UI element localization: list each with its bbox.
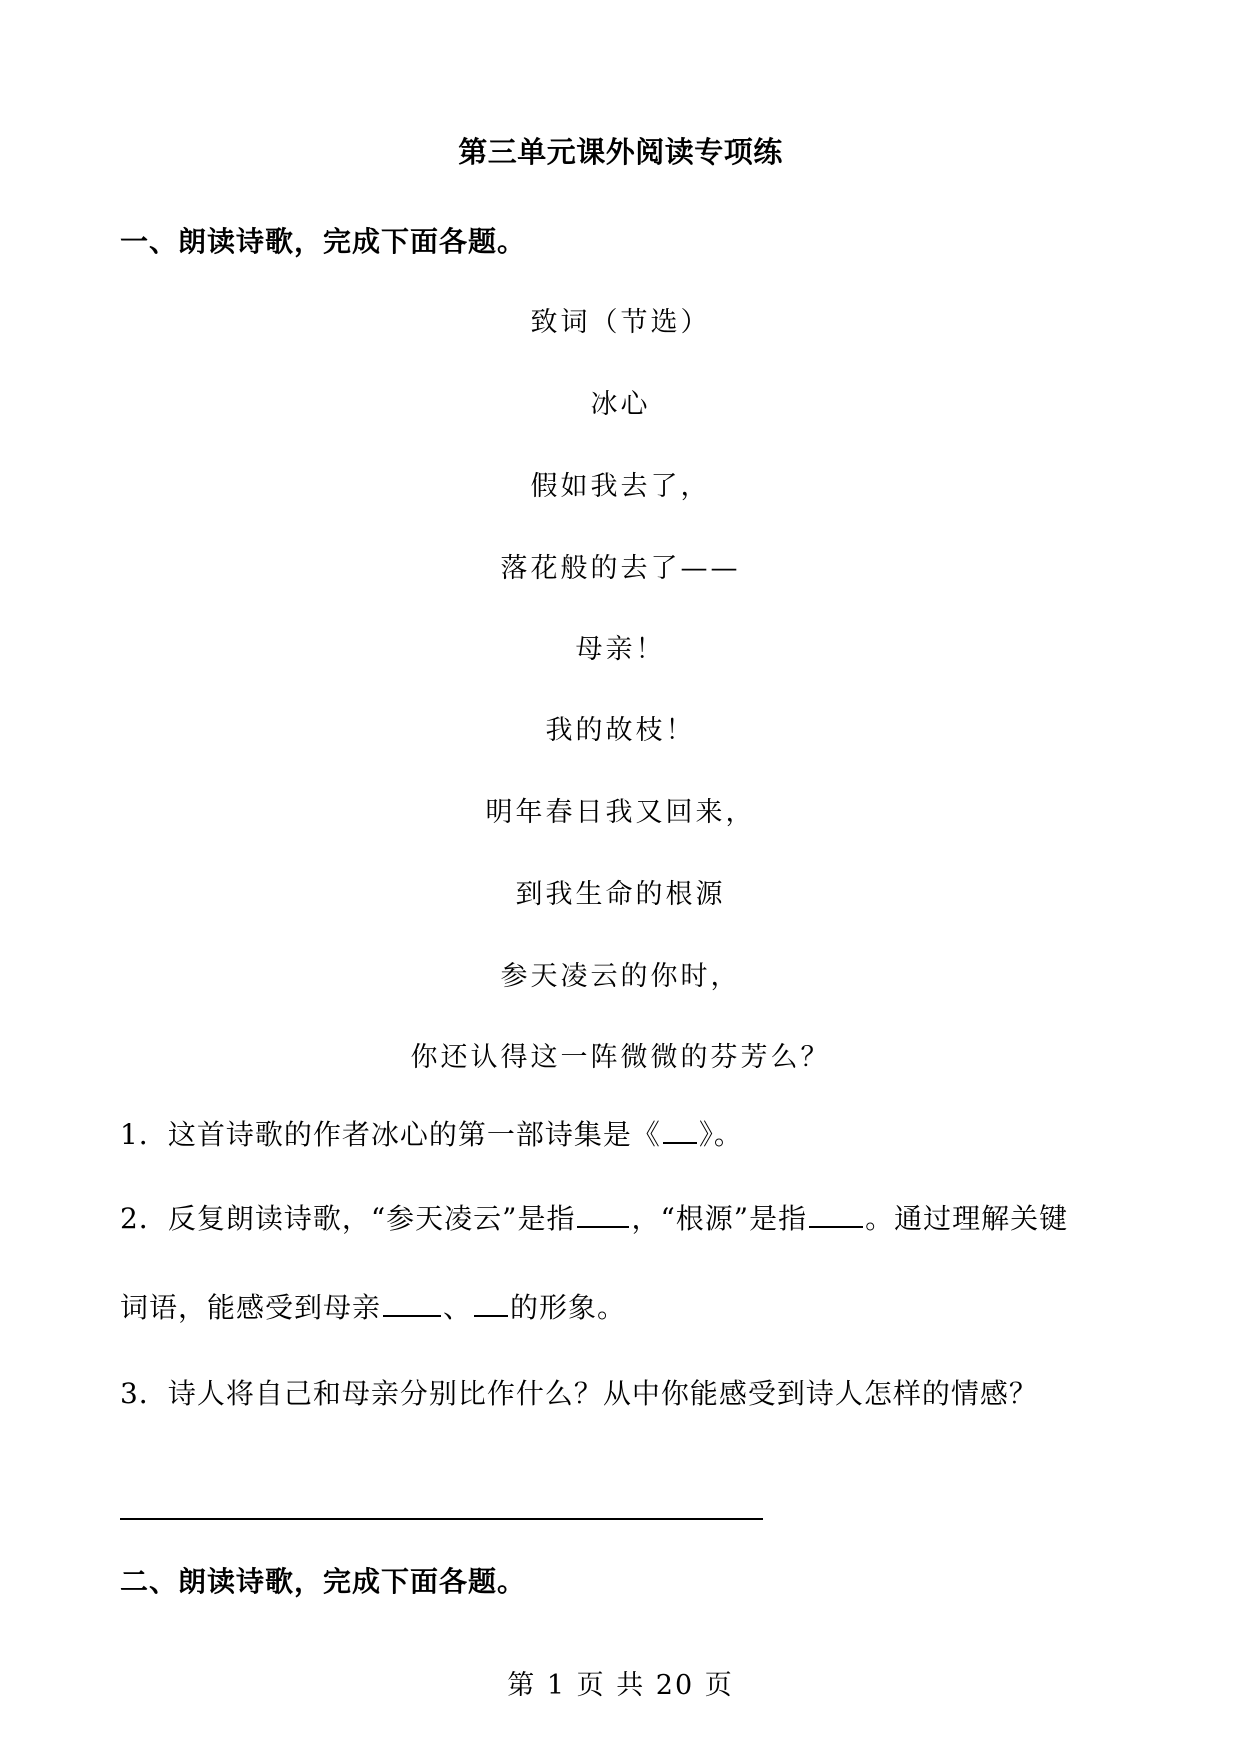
question-2-continued [120, 1286, 626, 1326]
answer-blank[interactable] [663, 1116, 697, 1144]
answer-blank[interactable] [383, 1289, 441, 1317]
poem-line: 你还认得这一阵微微的芬芳么？ [410, 1042, 831, 1073]
question-1-text-end: 》。 [698, 1118, 743, 1151]
question-2-text: 词语，能感受到母亲 [120, 1291, 382, 1324]
question-3: 3．诗人将自己和母亲分别比作什么？从中你能感受到诗人怎样的情感？ [120, 1377, 1038, 1410]
poem-line: 假如我去了， [530, 471, 711, 502]
answer-blank[interactable] [577, 1200, 629, 1228]
question-2-text: 、 [443, 1291, 473, 1324]
poem-line: 落花般的去了—— [500, 553, 741, 584]
poem-title: 致词（节选） [530, 307, 711, 338]
question-1-text: 1．这首诗歌的作者冰心的第一部诗集是《 [120, 1118, 661, 1151]
answer-blank[interactable] [809, 1200, 863, 1228]
poem-line: 参天凌云的你时， [500, 961, 741, 992]
poem-line: 母亲！ [575, 634, 666, 665]
section-2-heading: 二、朗读诗歌，完成下面各题。 [120, 1565, 527, 1598]
page-footer: 第 1 页 共 20 页 [507, 1670, 734, 1701]
question-2-text: ，“根源”是指 [631, 1202, 808, 1235]
poem-line: 我的故枝！ [545, 715, 696, 746]
page-title: 第三单元课外阅读专项练 [458, 135, 783, 169]
poem-line: 明年春日我又回来， [485, 797, 756, 828]
question-2-text: 。通过理解关键 [865, 1202, 1069, 1235]
answer-blank[interactable] [474, 1289, 508, 1317]
question-1 [120, 1113, 743, 1153]
poem-author: 冰心 [590, 389, 651, 420]
question-2-text: 的形象。 [510, 1291, 627, 1324]
section-1-heading: 一、朗读诗歌，完成下面各题。 [120, 225, 527, 258]
question-2-text: 2．反复朗读诗歌，“参天凌云”是指 [120, 1202, 576, 1235]
question-2 [120, 1197, 1068, 1237]
poem-line: 到我生命的根源 [515, 879, 726, 910]
answer-line[interactable] [120, 1518, 763, 1520]
